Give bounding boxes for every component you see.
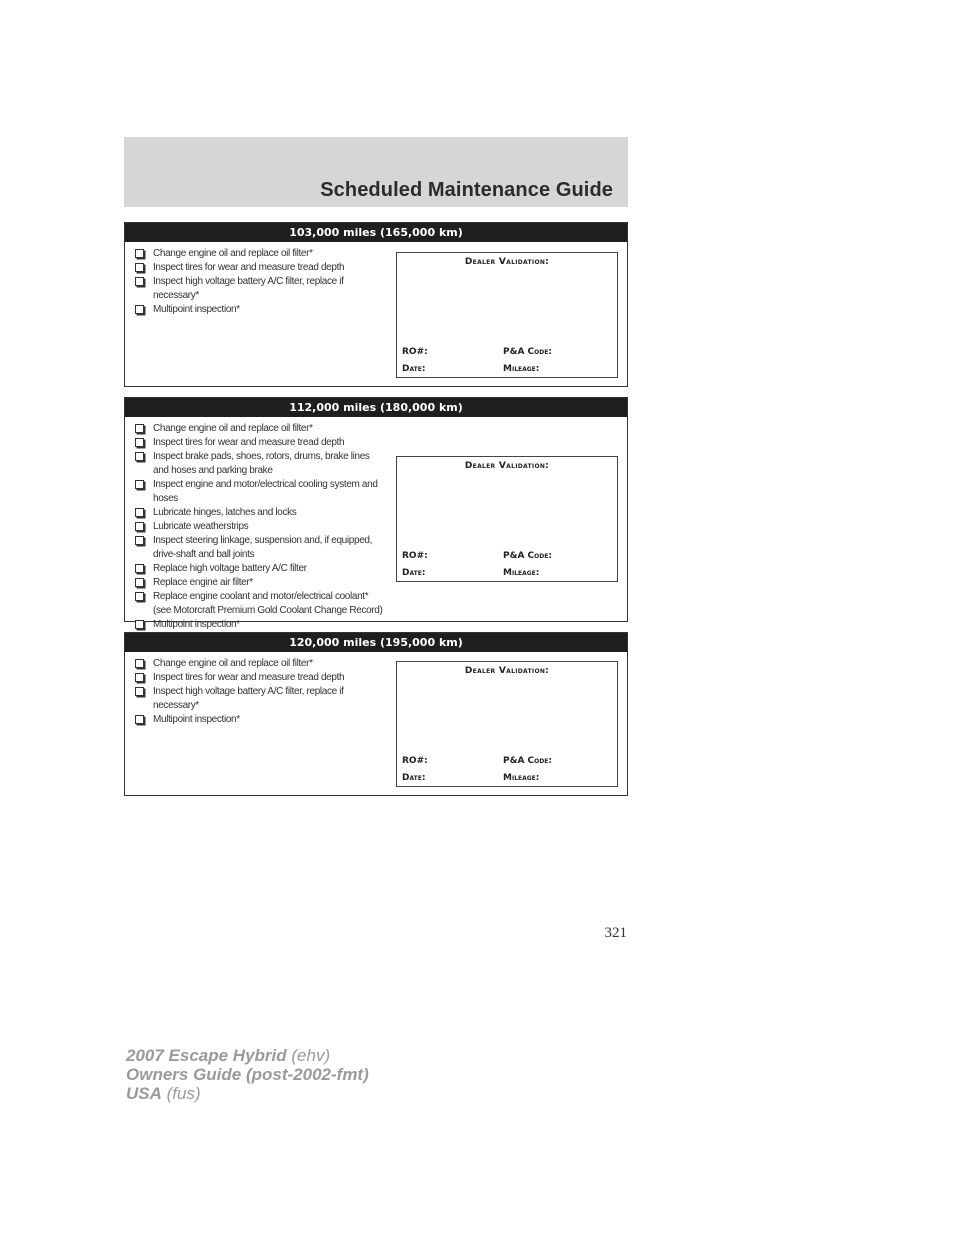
- checkbox-icon[interactable]: [135, 305, 144, 314]
- maintenance-section-120000: [124, 632, 628, 796]
- footer-line-3: USA (fus): [126, 1084, 201, 1103]
- dealer-validation-label: Dealer Validation:: [464, 461, 550, 471]
- dealer-validation-label: Dealer Validation:: [464, 257, 550, 267]
- pa-code-label: P&A Code:: [503, 551, 552, 561]
- checklist: [135, 422, 387, 632]
- footer-line-2: Owners Guide (post-2002-fmt): [126, 1065, 369, 1084]
- checklist-item[interactable]: Lubricate weatherstrips: [135, 520, 387, 534]
- checklist-item[interactable]: Inspect high voltage battery A/C filter, replace if necessary*: [135, 275, 387, 303]
- checklist-item[interactable]: Multipoint inspection*: [135, 303, 387, 317]
- footer-watermark: [126, 1046, 369, 1103]
- checklist-item[interactable]: Inspect tires for wear and measure tread depth: [135, 671, 387, 685]
- checkbox-icon[interactable]: [135, 263, 144, 272]
- dealer-validation-box: [396, 456, 618, 582]
- checklist-item[interactable]: Multipoint inspection*: [135, 618, 387, 632]
- page-title: Scheduled Maintenance Guide: [320, 179, 613, 201]
- footer-line-1: 2007 Escape Hybrid (ehv): [126, 1046, 331, 1065]
- ro-label: RO#:: [402, 756, 428, 766]
- maintenance-section-103000: [124, 222, 628, 387]
- pa-code-label: P&A Code:: [503, 756, 552, 766]
- checkbox-icon[interactable]: [135, 424, 144, 433]
- checklist-item[interactable]: Lubricate hinges, latches and locks: [135, 506, 387, 520]
- checkbox-icon[interactable]: [135, 715, 144, 724]
- checkbox-icon[interactable]: [135, 249, 144, 258]
- checkbox-icon[interactable]: [135, 536, 144, 545]
- ro-label: RO#:: [402, 347, 428, 357]
- checkbox-icon[interactable]: [135, 673, 144, 682]
- date-label: Date:: [402, 364, 426, 374]
- checkbox-icon[interactable]: [135, 508, 144, 517]
- dealer-validation-box: [396, 252, 618, 378]
- checkbox-icon[interactable]: [135, 578, 144, 587]
- section-heading: 112,000 miles (180,000 km): [125, 398, 627, 417]
- checkbox-icon[interactable]: [135, 659, 144, 668]
- maintenance-section-112000: [124, 397, 628, 630]
- checklist-item[interactable]: Change engine oil and replace oil filter*: [135, 247, 387, 261]
- checklist-item[interactable]: Change engine oil and replace oil filter*: [135, 657, 387, 671]
- checkbox-icon[interactable]: [135, 592, 144, 601]
- checklist-item[interactable]: Replace engine air filter*: [135, 576, 387, 590]
- dealer-validation-label: Dealer Validation:: [464, 666, 550, 676]
- checklist-item[interactable]: Replace engine coolant and motor/electrical coolant* (see Motorcraft Premium Gold Coolant Change Record): [135, 590, 387, 618]
- checkbox-icon[interactable]: [135, 480, 144, 489]
- checkbox-icon[interactable]: [135, 277, 144, 286]
- checkbox-icon[interactable]: [135, 620, 144, 629]
- checkbox-icon[interactable]: [135, 522, 144, 531]
- date-label: Date:: [402, 773, 426, 783]
- checklist-item[interactable]: Inspect brake pads, shoes, rotors, drums, brake lines and hoses and parking brake: [135, 450, 387, 478]
- mileage-label: Mileage:: [503, 773, 540, 783]
- checklist-item[interactable]: Change engine oil and replace oil filter*: [135, 422, 387, 436]
- ro-label: RO#:: [402, 551, 428, 561]
- dealer-validation-box: [396, 661, 618, 787]
- checklist: [135, 657, 387, 727]
- section-heading: 103,000 miles (165,000 km): [125, 223, 627, 242]
- page-number: 321: [604, 925, 627, 941]
- checklist-item[interactable]: Inspect steering linkage, suspension and, if equipped, drive-shaft and ball joints: [135, 534, 387, 562]
- checklist-item[interactable]: Replace high voltage battery A/C filter: [135, 562, 387, 576]
- checklist: [135, 247, 387, 317]
- checkbox-icon[interactable]: [135, 564, 144, 573]
- checkbox-icon[interactable]: [135, 687, 144, 696]
- checklist-item[interactable]: Inspect engine and motor/electrical cooling system and hoses: [135, 478, 387, 506]
- checklist-item[interactable]: Multipoint inspection*: [135, 713, 387, 727]
- checkbox-icon[interactable]: [135, 452, 144, 461]
- checkbox-icon[interactable]: [135, 438, 144, 447]
- mileage-label: Mileage:: [503, 364, 540, 374]
- mileage-label: Mileage:: [503, 568, 540, 578]
- header-band: [124, 137, 628, 207]
- checklist-item[interactable]: Inspect tires for wear and measure tread depth: [135, 436, 387, 450]
- checklist-item[interactable]: Inspect tires for wear and measure tread depth: [135, 261, 387, 275]
- checklist-item[interactable]: Inspect high voltage battery A/C filter, replace if necessary*: [135, 685, 387, 713]
- section-heading: 120,000 miles (195,000 km): [125, 633, 627, 652]
- pa-code-label: P&A Code:: [503, 347, 552, 357]
- date-label: Date:: [402, 568, 426, 578]
